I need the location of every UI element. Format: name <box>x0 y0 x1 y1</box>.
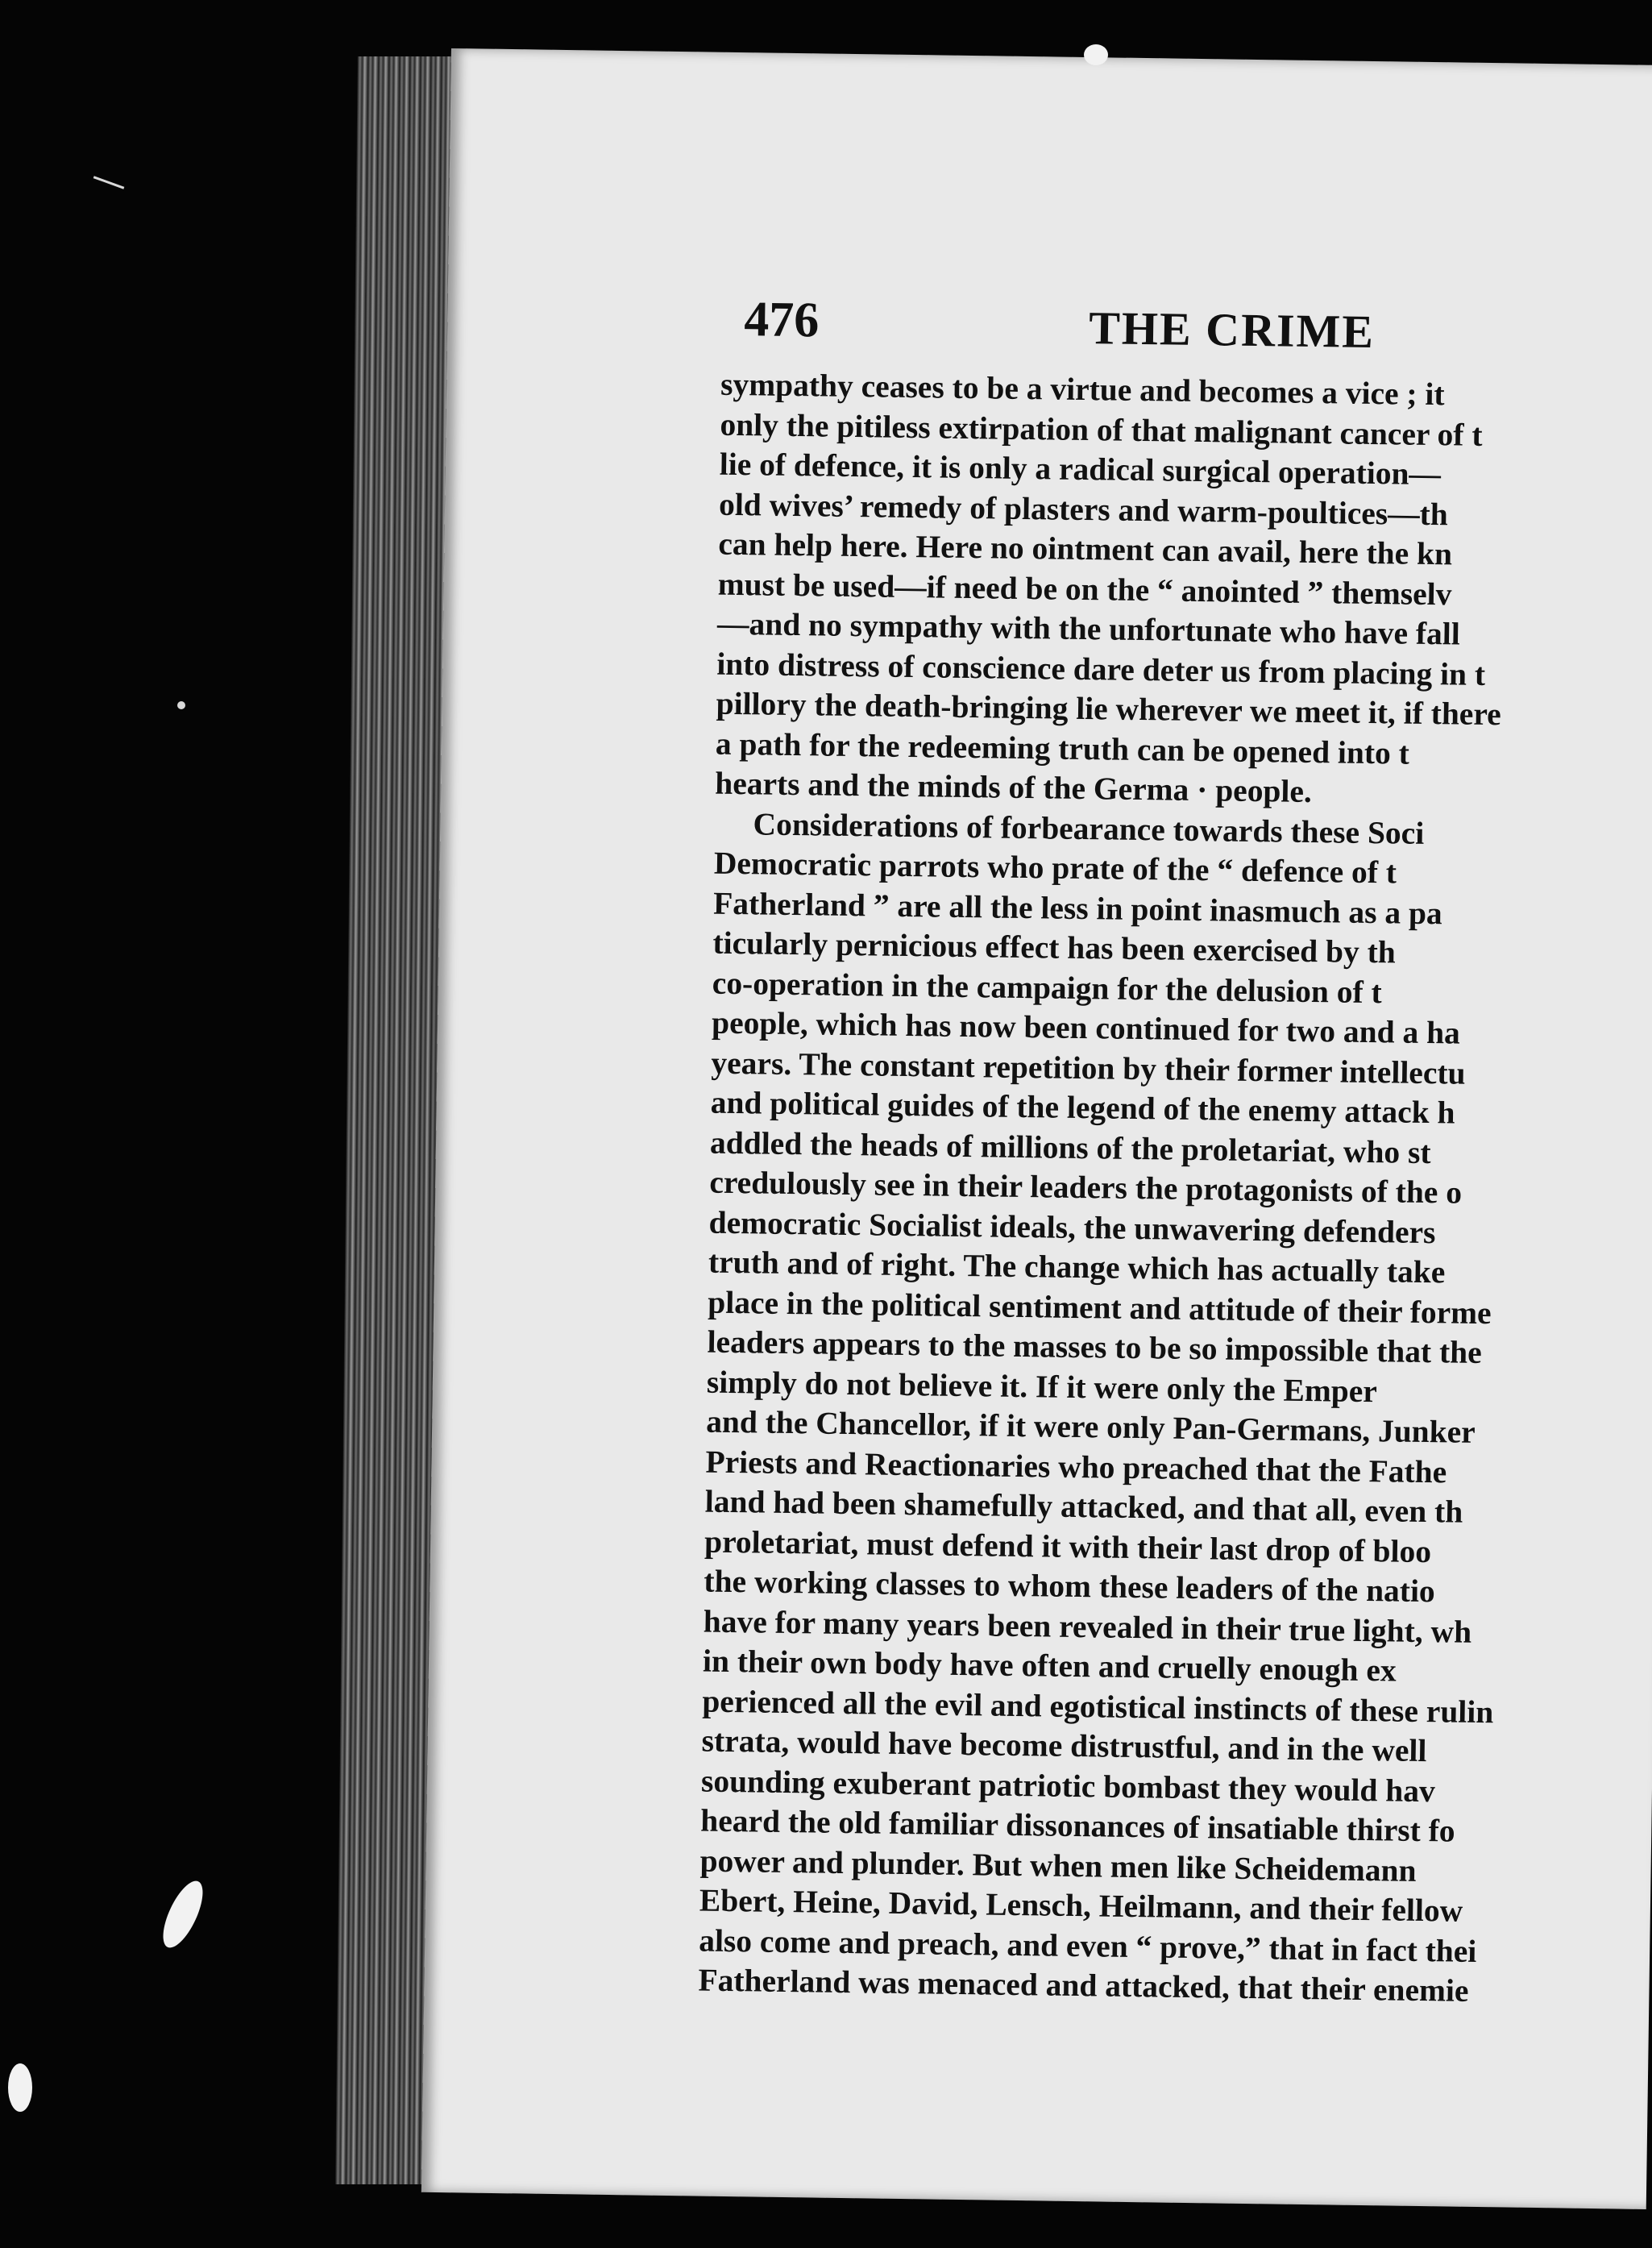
text-line: leaders appears to the masses to be so impossible that the <box>707 1323 1482 1371</box>
text-line: Democratic parrots who prate of the “ defence of t <box>713 845 1397 891</box>
text-line: lie of defence, it is only a radical surgical operation— <box>719 446 1442 492</box>
text-line: co-operation in the campaign for the delusion of t <box>712 965 1383 1010</box>
text-line: simply do not believe it. If it were only the Emper <box>706 1364 1378 1409</box>
text-line: a path for the redeeming truth can be opened into t <box>715 725 1410 771</box>
text-line: power and plunder. But when men like Scheidemann <box>699 1843 1417 1889</box>
text-line: land had been shamefully attacked, and that all, even th <box>704 1483 1463 1530</box>
running-title: THE CRIME <box>1088 301 1376 359</box>
text-line: people, which has now been continued for two and a ha <box>711 1004 1461 1051</box>
text-line: Priests and Reactionaries who preached that the Fathe <box>705 1444 1447 1490</box>
text-line: sympathy ceases to be a virtue and becomes a vice ; it <box>720 366 1445 413</box>
text-line: have for many years been revealed in their true light, wh <box>703 1603 1472 1650</box>
text-line: ticularly pernicious effect has been exercised by th <box>712 925 1397 970</box>
text-body <box>698 365 1652 2018</box>
scan-dust <box>93 176 125 189</box>
text-line: addled the heads of millions of the proletariat, who st <box>709 1124 1431 1170</box>
text-line: years. The constant repetition by their former intellectu <box>711 1045 1466 1091</box>
text-line: sounding exuberant patriotic bombast they would hav <box>700 1763 1436 1809</box>
text-line: also come and preach, and even “ prove,” that in fact thei <box>698 1922 1477 1969</box>
text-line: and the Chancellor, if it were only Pan-Germans, Junker <box>705 1403 1476 1450</box>
text-line: and political guides of the legend of the enemy attack h <box>710 1084 1455 1131</box>
text-line: proletariat, must defend it with their last drop of bloo <box>704 1523 1432 1569</box>
text-line: hearts and the minds of the Germa · people. <box>714 765 1313 809</box>
text-line: into distress of conscience dare deter us from placing in t <box>716 646 1486 692</box>
text-line: democratic Socialist ideals, the unwavering defenders <box>708 1204 1436 1250</box>
page-number: 476 <box>743 292 820 348</box>
text-line: old wives’ remedy of plasters and warm-poultices—th <box>718 486 1449 532</box>
text-line: Ebert, Heine, David, Lensch, Heilmann, and their fellow <box>699 1882 1463 1929</box>
running-header <box>447 239 1652 359</box>
text-line: credulously see in their leaders the protagonists of the o <box>709 1164 1463 1211</box>
text-line: place in the political sentiment and attitude of their forme <box>708 1284 1492 1331</box>
text-line: heard the old familiar dissonances of insatiable thirst fo <box>700 1802 1455 1849</box>
text-line: Fatherland ” are all the less in point inasmuch as a pa <box>712 885 1443 931</box>
text-line: can help here. Here no ointment can avail, here the kn <box>718 526 1453 572</box>
text-line: the working classes to whom these leaders of the natio <box>704 1563 1436 1610</box>
text-line: Considerations of forbearance towards these Soci <box>753 805 1425 851</box>
text-line: perienced all the evil and egotistical instincts of these rulin <box>702 1683 1494 1730</box>
book-page <box>421 48 1652 2209</box>
text-line: strata, would have become distrustful, and in the well <box>701 1722 1427 1769</box>
scan-speck <box>156 1876 211 1953</box>
text-line: —and no sympathy with the unfortunate who have fall <box>716 605 1461 652</box>
text-line: pillory the death-bringing lie wherever we meet it, if there <box>716 685 1502 733</box>
scan-speck <box>8 2063 32 2112</box>
text-line: truth and of right. The change which has actually take <box>708 1244 1446 1290</box>
scan-dust <box>177 701 185 709</box>
text-line: Fatherland was menaced and attacked, that their enemie <box>698 1962 1469 2009</box>
text-line: in their own body have often and cruelly enough ex <box>702 1643 1397 1689</box>
text-line: only the pitiless extirpation of that malignant cancer of t <box>720 406 1483 453</box>
scan-speck <box>1084 44 1108 65</box>
text-line: must be used—if need be on the “ anointed ” themselv <box>717 566 1452 612</box>
